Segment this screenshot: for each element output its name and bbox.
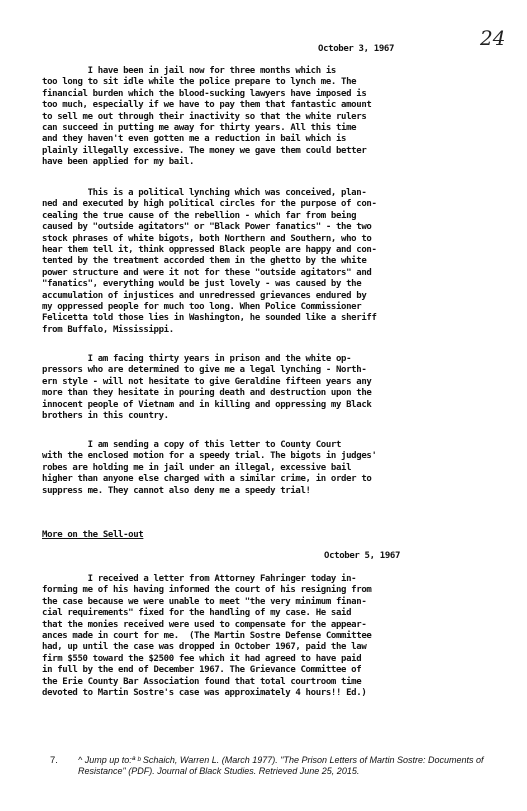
text-line: financial burden which the blood-sucking lawyers have imposed is bbox=[42, 88, 367, 99]
text-line: stock phrases of white bigots, both Northern and Southern, who to bbox=[42, 233, 372, 244]
paragraph-1 bbox=[42, 66, 502, 169]
text-line: caused by "outside agitators" or "Black Power fanatics" - the two bbox=[42, 222, 372, 233]
text-line: my oppressed people for much too long. When Police Commissioner bbox=[42, 301, 362, 312]
text-line: pressors who are determined to give me a legal lynching - North- bbox=[42, 365, 367, 376]
text-line: robes are holding me in jail under an illegal, excessive bail bbox=[42, 462, 352, 473]
text-line: "fanatics", everything would be just lovely - was caused by the bbox=[42, 279, 362, 290]
paragraph-5 bbox=[42, 574, 502, 699]
text-line: I received a letter from Attorney Fahringer today in- bbox=[42, 574, 357, 584]
letter-date-1: October 3, 1967 bbox=[318, 44, 395, 54]
footnote-number: 7. bbox=[50, 755, 58, 766]
letter-date-2: October 5, 1967 bbox=[324, 551, 401, 561]
text-line: that the monies received were used to compensate for the appear- bbox=[42, 619, 367, 630]
page-number: 24 bbox=[480, 26, 506, 50]
text-line: I am facing thirty years in prison and the white op- bbox=[42, 354, 352, 364]
text-line: have been applied for my bail. bbox=[42, 157, 195, 168]
text-line: had, up until the case was dropped in October 1967, paid the law bbox=[42, 642, 367, 653]
text-line: to sell me out through their inactivity so that the white rulers bbox=[42, 111, 367, 122]
text-line: suppress me. They cannot also deny me a speedy trial! bbox=[42, 485, 311, 496]
text-line: power structure and were it not for these "outside agitators" and bbox=[42, 267, 372, 278]
text-line: too much, especially if we have to pay them that fantastic amount bbox=[42, 100, 372, 111]
text-line: hear them tell it, think oppressed Black people are happy and con- bbox=[42, 244, 377, 255]
text-line: and they haven't even gotten me a reduction in bail which is bbox=[42, 134, 347, 145]
text-line: cealing the true cause of the rebellion - which far from being bbox=[42, 210, 357, 221]
text-line: forming me of his having informed the court of his resigning from bbox=[42, 585, 372, 596]
text-line: This is a political lynching which was conceived, plan- bbox=[42, 188, 367, 198]
text-line: ances made in court for me. (The Martin Sostre Defense Committee bbox=[42, 630, 372, 641]
text-line: the Erie County Bar Association found that total courtroom time bbox=[42, 676, 362, 687]
paragraph-3 bbox=[42, 354, 502, 422]
text-line: from Buffalo, Mississippi. bbox=[42, 324, 174, 335]
text-line: plainly illegally excessive. The money we gave them could better bbox=[42, 145, 367, 156]
text-line: the case because we were unable to meet "the very minimum finan- bbox=[42, 596, 367, 607]
text-line: ned and executed by high political circles for the purpose of con- bbox=[42, 199, 377, 210]
text-line: in full by the end of December 1967. The Grievance Committee of bbox=[42, 665, 362, 676]
text-line: firm $550 toward the $2500 fee which it had agreed to have paid bbox=[42, 653, 362, 664]
text-line: more than they hesitate in pouring death and destruction upon the bbox=[42, 388, 372, 399]
text-line: I have been in jail now for three months which is bbox=[42, 66, 336, 76]
text-line: Felicetta told those lies in Washington, he sounded like a sheriff bbox=[42, 313, 377, 324]
text-line: too long to sit idle while the police prepare to lynch me. The bbox=[42, 77, 357, 88]
text-line: accumulation of injustices and unredressed grievances endured by bbox=[42, 290, 367, 301]
text-line: devoted to Martin Sostre's case was approximately 4 hours!! Ed.) bbox=[42, 687, 367, 698]
text-line: cial requirements" fixed for the handling of my case. He said bbox=[42, 608, 352, 619]
text-line: can succeed in putting me away for thirty years. All this time bbox=[42, 122, 357, 133]
footnote-citation: ^ Jump up to:ª ᵇ Schaich, Warren L. (March 1977). "The Prison Letters of Martin Sostre: Documents of Resistance" (PDF). Journal of Black Studies. Retrieved June 25, 2015. bbox=[78, 755, 484, 776]
text-line: ern style - will not hesitate to give Geraldine fifteen years any bbox=[42, 376, 372, 387]
text-line: innocent people of Vietnam and in killing and oppressing my Black bbox=[42, 399, 372, 410]
text-line: I am sending a copy of this letter to County Court bbox=[42, 440, 342, 450]
text-line: with the enclosed motion for a speedy trial. The bigots in judges' bbox=[42, 451, 377, 462]
text-line: brothers in this country. bbox=[42, 410, 169, 421]
section-heading: More on the Sell-out bbox=[42, 530, 144, 540]
paragraph-4 bbox=[42, 440, 502, 497]
text-line: tented by the treatment accorded them in the ghetto by the white bbox=[42, 256, 367, 267]
text-line: higher than anyone else charged with a similar crime, in order to bbox=[42, 474, 372, 485]
paragraph-2 bbox=[42, 188, 502, 336]
